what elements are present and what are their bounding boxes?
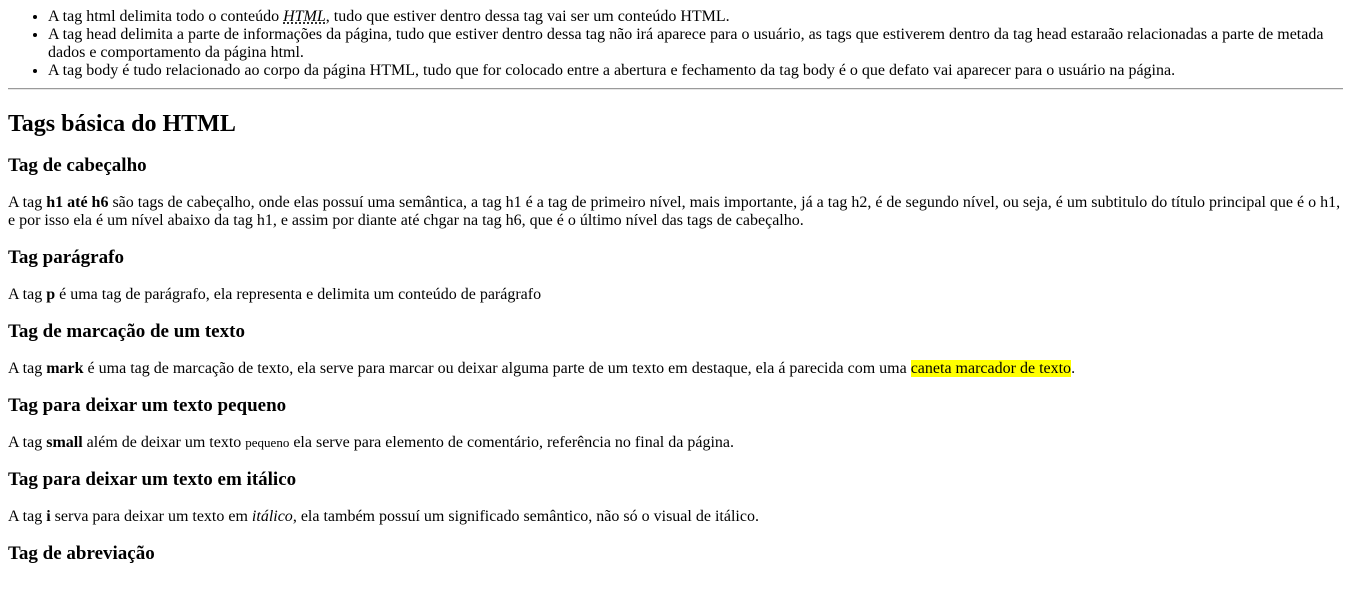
text-middle: serva para deixar um texto em — [50, 508, 252, 525]
text-after: é uma tag de parágrafo, ela representa e delimita um conteúdo de parágrafo — [55, 286, 542, 303]
section-title-mark: Tag de marcação de um texto — [8, 321, 245, 342]
highlighted-text: caneta marcador de texto — [910, 360, 1072, 377]
document-page — [8, 0, 1343, 565]
page-title: Tags básica do HTML — [8, 111, 236, 137]
text-after: ela serve para elemento de comentário, referência no final da página. — [289, 434, 734, 451]
section-text-small — [8, 434, 1343, 452]
list-item-html-text-after: , tudo que estiver dentro dessa tag vai ser um conteúdo HTML. — [325, 8, 730, 25]
list-item-head: • A tag head delimita a parte de informações da página, tudo que estiver dentro dessa tag não irá aparece para o usuário, as tags que estiverem dentro da tag head estaraão relacionadas a parte de metada dados e comportamento da página html. — [48, 26, 1343, 62]
section-title-abbr: Tag de abreviação — [8, 543, 155, 564]
small-text: pequeno — [245, 435, 290, 450]
list-item-body: • A tag body é tudo relacionado ao corpo da página HTML, tudo que for colocado entre a abertura e fechamento da tag body é o que defato vai aparecer para o usuário na página. — [48, 62, 1343, 80]
section-text-mark — [8, 360, 1343, 378]
tag-name-bold: i — [46, 508, 51, 525]
text-middle: além de deixar um texto — [82, 434, 246, 451]
section-text-paragraph — [8, 286, 1343, 304]
html-abbreviation[interactable]: HTML — [283, 8, 326, 25]
tag-name-bold: mark — [46, 360, 84, 377]
section-title-heading: Tag de cabeçalho — [8, 155, 147, 176]
text-after: são tags de cabeçalho, onde elas possuí uma semântica, a tag h1 é a tag de primeiro nível, mais importante, já a tag h2, é de segundo nível, ou seja, é um subtitulo do título principal que é o h1, e por isso ela é um nível abaixo da tag h1, e assim por diante até chgar na tag h6, que é o último nível das tags de cabeçalho. — [8, 194, 1341, 229]
tag-name-bold: small — [46, 434, 83, 451]
list-item-html-text-before: A tag html delimita todo o conteúdo — [48, 8, 284, 25]
text-before: A tag — [8, 194, 47, 211]
text-before: A tag — [8, 360, 47, 377]
horizontal-divider — [8, 88, 1343, 90]
section-title-small: Tag para deixar um texto pequeno — [8, 395, 287, 416]
list-item-html — [48, 8, 1343, 26]
section-title-paragraph: Tag parágrafo — [8, 247, 124, 268]
tag-name-bold: p — [46, 286, 56, 303]
italic-text: itálico — [251, 508, 293, 525]
text-middle: é uma tag de marcação de texto, ela serve para marcar ou deixar alguma parte de um texto em destaque, ela á parecida com uma — [83, 360, 911, 377]
section-title-italic: Tag para deixar um texto em itálico — [8, 469, 297, 490]
tag-name-bold: h1 até h6 — [46, 194, 109, 211]
text-after: . — [1071, 360, 1076, 377]
text-before: A tag — [8, 286, 47, 303]
section-text-heading — [8, 194, 1343, 230]
text-after: , ela também possuí um significado semântico, não só o visual de itálico. — [292, 508, 759, 525]
text-before: A tag — [8, 508, 47, 525]
section-text-italic — [8, 508, 1343, 526]
text-before: A tag — [8, 434, 47, 451]
intro-list — [8, 8, 1343, 80]
